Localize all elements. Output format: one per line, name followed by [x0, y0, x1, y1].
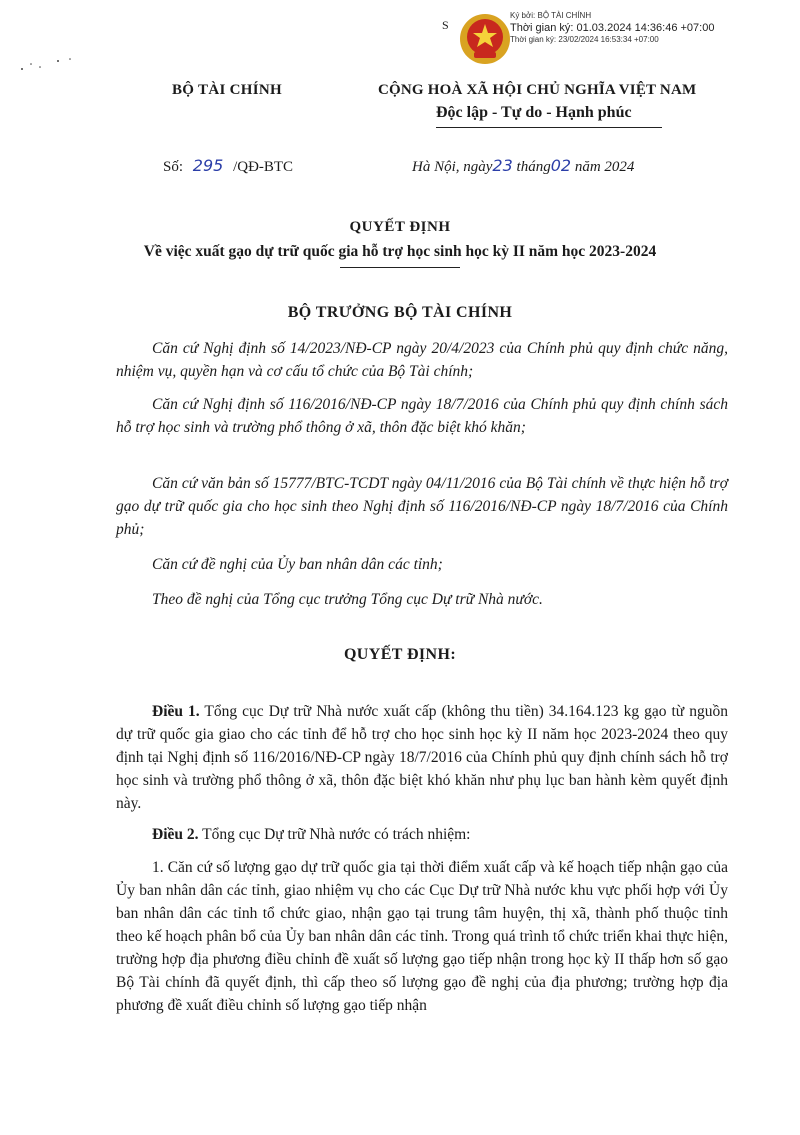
subject-underline: [340, 267, 460, 268]
legal-basis-5: Theo đề nghị của Tổng cục trưởng Tổng cục Dự trữ Nhà nước.: [152, 591, 543, 608]
sign-time-2: Thời gian ký: 23/02/2024 16:53:34 +07:00: [510, 35, 659, 44]
issuing-agency: BỘ TÀI CHÍNH: [172, 82, 283, 98]
article-2-text: Tổng cục Dự trữ Nhà nước có trách nhiệm:: [198, 826, 471, 843]
doc-no-prefix: Số:: [163, 159, 184, 175]
authority-title: BỘ TRƯỞNG BỘ TÀI CHÍNH: [287, 304, 513, 321]
place-date: [412, 156, 634, 176]
article-2-item-1: 1. Căn cứ số lượng gạo dự trữ quốc gia tại thời điểm xuất cấp và kế hoạch tiếp nhận gạo của Ủy ban nhân dân các tỉnh, giao nhiệm vụ cho các Cục Dự trữ Nhà nước khu vực phối hợp với Ủy ban nhân dân các tỉnh tổ chức giao, nhận gạo tại trung tâm huyện, thị xã, thành phố thuộc tỉnh theo kế hoạch phân bổ của Ủy ban nhân dân các tỉnh. Trong quá trình tổ chức triển khai thực hiện, trường hợp địa phương điều chỉnh đề xuất số lượng gạo tiếp nhận trong học kỳ II thấp hơn số gạo Bộ Tài chính đã quyết định, thì cấp theo số lượng gạo đề nghị của địa phương; trường hợp địa phương đề xuất điều chỉnh số lượng gạo tiếp nhận: [116, 859, 728, 1014]
document-number: [163, 156, 293, 176]
article-1: [116, 700, 728, 815]
date-month: 02: [550, 156, 572, 175]
document-subject: Về việc xuất gạo dự trữ quốc gia hỗ trợ học sinh học kỳ II năm học 2023-2024: [143, 243, 657, 260]
scan-specks: [18, 55, 78, 75]
motto-underline: [436, 127, 662, 128]
national-motto: Độc lập - Tự do - Hạnh phúc: [436, 104, 632, 121]
signature-mark: S: [442, 18, 449, 32]
article-2-label: Điều 2.: [152, 826, 199, 843]
national-title: CỘNG HOÀ XÃ HỘI CHỦ NGHĨA VIỆT NAM: [378, 82, 697, 98]
legal-basis-2: Căn cứ Nghị định số 116/2016/NĐ-CP ngày 18/7/2016 của Chính phủ quy định chính sách hỗ trợ học sinh và trường phổ thông ở xã, thôn đặc biệt khó khăn;: [116, 396, 728, 436]
date-year: năm 2024: [574, 159, 635, 175]
doc-no-handwritten: 295: [192, 156, 224, 175]
article-1-text: Tổng cục Dự trữ Nhà nước xuất cấp (không thu tiền) 34.164.123 kg gạo từ nguồn dự trữ quốc gia giao cho các tỉnh để hỗ trợ cho học sinh học kỳ II năm học 2023-2024 theo quy định tại Nghị định số 116/2016/NĐ-CP ngày 18/7/2016 của Chính phủ quy định chính sách hỗ trợ học sinh và trường phổ thông ở xã, thôn đặc biệt khó khăn như phụ lục ban hành kèm quyết định này.: [116, 703, 728, 812]
decision-heading: QUYẾT ĐỊNH:: [343, 646, 457, 663]
national-emblem-icon: [458, 12, 512, 66]
doc-no-suffix: /QĐ-BTC: [233, 159, 294, 175]
article-2: [116, 823, 728, 846]
signature-info: [510, 10, 770, 46]
month-word: tháng: [516, 159, 551, 175]
document-type: QUYẾT ĐỊNH: [349, 219, 451, 235]
article-1-label: Điều 1.: [152, 703, 200, 720]
legal-basis-4: Căn cứ đề nghị của Ủy ban nhân dân các tỉnh;: [152, 556, 443, 573]
sign-time: Thời gian ký: 01.03.2024 14:36:46 +07:00: [510, 22, 715, 34]
legal-basis-1: Căn cứ Nghị định số 14/2023/NĐ-CP ngày 20/4/2023 của Chính phủ quy định chức năng, nhiệm vụ, quyền hạn và cơ cấu tổ chức của Bộ Tài chính;: [116, 340, 728, 380]
signed-by: Ký bởi: BỘ TÀI CHÍNH: [510, 11, 592, 20]
legal-basis-3: Căn cứ văn bản số 15777/BTC-TCDT ngày 04/11/2016 của Bộ Tài chính về thực hiện hỗ trợ gạo dự trữ quốc gia cho học sinh theo Nghị định số 116/2016/NĐ-CP ngày 18/7/2016 của Chính phủ;: [116, 475, 728, 538]
date-day: 23: [492, 156, 513, 175]
place-prefix: Hà Nội, ngày: [412, 159, 493, 175]
